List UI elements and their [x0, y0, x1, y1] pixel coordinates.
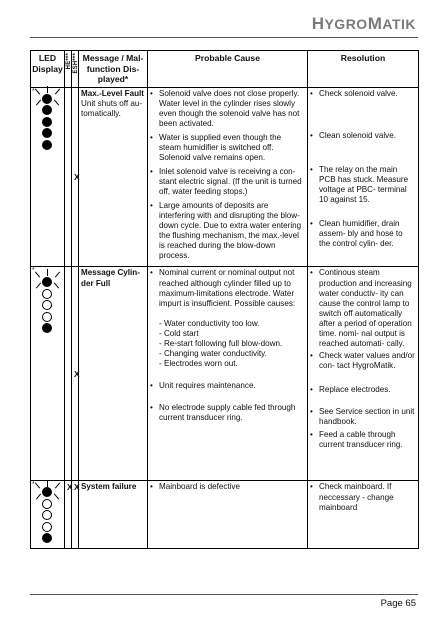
table-row	[31, 87, 419, 267]
resolution-item: • See Service section in unit handbook.	[310, 407, 416, 427]
resolution-item: • Continous steam production and increasing water conductiv- ity can cause the control lamp to switch off automatically after a period of operation time. nomi- nal output is reached automati- cally.	[310, 268, 416, 348]
cause-subitem: - Water conductivity too low.	[159, 318, 260, 328]
message-text: Unit shuts off au- tomatically.	[81, 99, 143, 119]
led-off-icon	[42, 499, 52, 509]
led-display-cell	[31, 87, 65, 267]
resolution-item: • Clean humidifier, drain assem- bly and hose to the control cylin- der.	[310, 219, 416, 249]
cause-sublist	[150, 319, 305, 369]
hygromatik-logo: HYGROMATIK	[311, 14, 416, 33]
led-display-cell	[31, 481, 65, 549]
message-title: Message Cylin- der Full	[81, 268, 140, 288]
led-on-icon	[42, 117, 52, 127]
led-off-icon	[42, 289, 52, 299]
page-number: Page 65	[380, 598, 416, 609]
header-probable-cause: Probable Cause	[148, 51, 308, 88]
led-stack	[42, 277, 54, 335]
cause-item: • No electrode supply cable fed through current transducer ring.	[150, 403, 305, 423]
blink-ray	[55, 272, 60, 278]
footnote-marker: *	[32, 87, 35, 95]
led-off-icon	[42, 300, 52, 310]
fault-table	[30, 50, 419, 549]
cause-item: • Solenoid valve does not close properly. Water level in the cylinder rises slowly even though the solenoid valve has not been activated.	[150, 89, 305, 129]
blink-ray	[47, 269, 48, 276]
cause-subitem: - Changing water conductivity.	[159, 348, 267, 358]
led-off-icon	[42, 510, 52, 520]
message-cell	[79, 87, 148, 267]
cause-subitem: - Re-start following full blow-down.	[159, 338, 283, 348]
blink-ray	[55, 88, 60, 94]
message-title: System failure	[81, 482, 137, 492]
header-resolution: Resolution	[308, 51, 419, 88]
blink-ray	[54, 99, 59, 105]
led-stack	[42, 94, 54, 152]
blink-ray	[55, 483, 60, 489]
table-header-row	[31, 51, 419, 88]
blink-ray	[36, 283, 41, 289]
footnote-marker: *	[32, 267, 35, 275]
cause-item: • Nominal current or nominal output not reached although cylinder filled up to maximum-limitations electrode. Water impurt is insufficient. Possible causes:	[150, 268, 305, 308]
led-on-icon	[42, 533, 52, 543]
cause-item: • Large amounts of deposits are interfering with and disrupting the blow-down cycle. Due to extra water entering the flushing mechanism, the max.-level is reached during the blow-down process.	[150, 201, 305, 261]
cause-cell	[148, 267, 308, 481]
resolution-item: • Clean solenoid valve.	[310, 131, 416, 141]
message-cell	[79, 267, 148, 481]
resolution-item: • Check solenoid valve.	[310, 89, 416, 99]
cause-cell	[148, 481, 308, 549]
blink-ray	[36, 99, 41, 105]
blink-ray	[35, 88, 40, 94]
blink-ray	[35, 272, 40, 278]
blink-ray	[47, 480, 48, 487]
led-off-icon	[42, 522, 52, 532]
led-on-icon	[42, 128, 52, 138]
led-on-icon	[42, 277, 52, 287]
resolution-item: • Check mainboard. If neccessary - change mainboard	[310, 482, 416, 512]
header-he: HE***	[65, 51, 72, 88]
resolution-cell	[308, 267, 419, 481]
esh-mark: X	[72, 481, 79, 549]
led-on-icon	[42, 105, 52, 115]
header-message: Message / Mal- function Dis- played*	[79, 51, 148, 88]
led-display-cell	[31, 267, 65, 481]
esh-mark: X	[72, 267, 79, 481]
blink-ray	[36, 494, 41, 500]
he-mark	[65, 87, 72, 267]
resolution-item: • Replace electrodes.	[310, 385, 416, 395]
header-led-display: LED Display	[31, 51, 65, 88]
message-cell	[79, 481, 148, 549]
led-on-icon	[42, 487, 52, 497]
led-on-icon	[42, 323, 52, 333]
he-mark	[65, 267, 72, 481]
cause-item: • Inlet solenoid valve is receiving a con- stant electric signal. (If the unit is turned off, water feeding stops.)	[150, 167, 305, 197]
resolution-item: • The relay on the main PCB has stuck. Measure voltage at PBC- terminal 10 against 15.	[310, 165, 416, 205]
cause-item: • Water is supplied even though the steam humidifier is switched off. Solenoid valve remains open.	[150, 133, 305, 163]
resolution-cell	[308, 87, 419, 267]
cause-cell	[148, 87, 308, 267]
cause-subitem: - Electrodes worn out.	[159, 358, 238, 368]
resolution-item: • Check water values and/or con- tact HygroMatik.	[310, 351, 416, 371]
table-row	[31, 267, 419, 481]
header-esh: ESH***	[72, 51, 79, 88]
led-off-icon	[42, 312, 52, 322]
table-row	[31, 481, 419, 549]
led-stack	[42, 487, 54, 545]
esh-mark: X	[72, 87, 79, 267]
he-mark: X	[65, 481, 72, 549]
cause-item: • Mainboard is defective	[150, 482, 305, 492]
cause-item: • Unit requires maintenance.	[150, 381, 305, 391]
footnote-marker: *	[32, 481, 35, 489]
blink-ray	[35, 483, 40, 489]
footer-rule	[30, 594, 418, 595]
resolution-cell	[308, 481, 419, 549]
blink-ray	[47, 86, 48, 93]
cause-subitem: - Cold start	[159, 328, 199, 338]
message-title: Max.-Level Fault	[81, 88, 144, 98]
resolution-item: • Feed a cable through current transducer ring.	[310, 430, 416, 450]
header-rule	[30, 37, 418, 38]
led-on-icon	[42, 94, 52, 104]
blink-ray	[54, 494, 59, 500]
blink-ray	[54, 283, 59, 289]
led-on-icon	[42, 140, 52, 150]
